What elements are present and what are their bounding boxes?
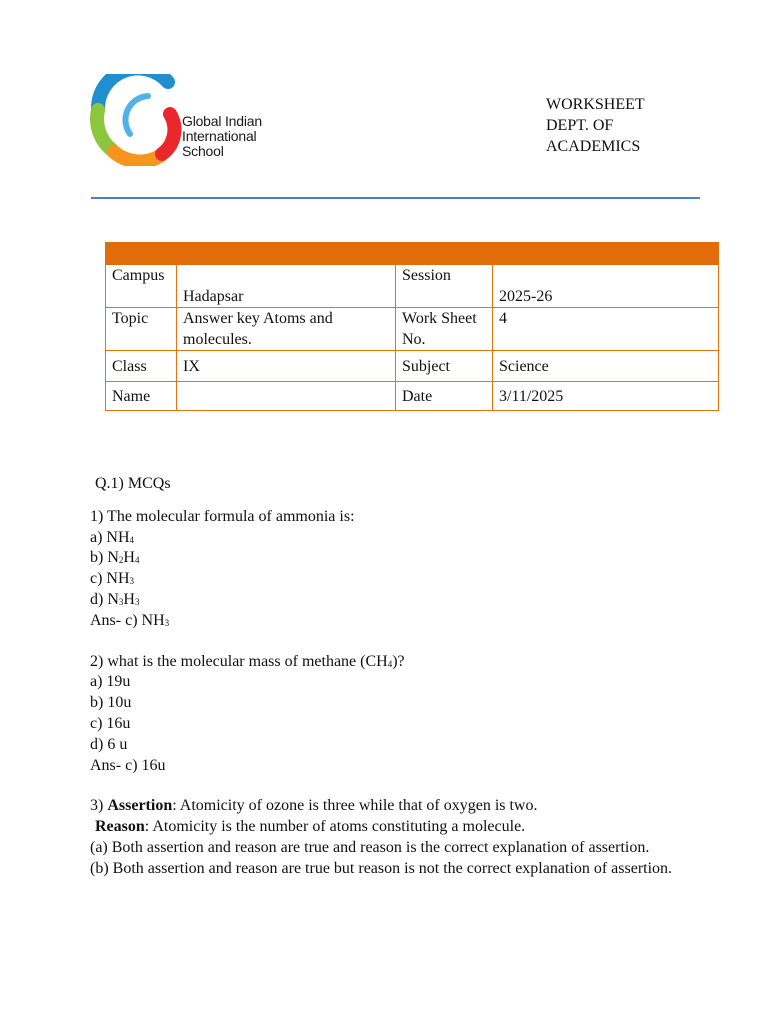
name-label: Name [106, 382, 177, 411]
option-b: b) $N_2H_4$ [90, 549, 140, 567]
department-heading [546, 94, 645, 157]
section-title: Q.1) MCQs [95, 475, 171, 492]
table-row [106, 308, 719, 351]
header-divider [91, 197, 700, 199]
worksheet-info-table [105, 242, 719, 411]
assertion-line: 3) Assertion: Atomicity of ozone is three while that of oxygen is two. [90, 797, 538, 815]
option-b: (b) Both assertion and reason are true but reason is not the correct explanation of assertion. [90, 859, 673, 877]
worksheet-label: Work Sheet No. [396, 308, 493, 351]
answer: Ans- c) 16u [90, 756, 166, 774]
question-3 [90, 796, 690, 879]
campus-value: Hadapsar [183, 288, 244, 305]
table-row [106, 351, 719, 382]
dept-line: WORKSHEET [546, 96, 645, 113]
date-value: 3/11/2025 [493, 382, 719, 411]
table-row [106, 265, 719, 308]
option-c: c) $NH_3$ [90, 570, 135, 588]
answer: Ans- c) $NH_3$ [90, 611, 170, 629]
topic-label: Topic [106, 308, 177, 351]
date-label: Date [396, 382, 493, 411]
question-text: 2) what is the molecular mass of methane $(CH_4)$? [90, 652, 405, 670]
campus-value-cell [177, 265, 396, 308]
option-a: a) 19u [90, 673, 131, 691]
session-value: 2025-26 [499, 288, 553, 305]
option-a: a) $NH_4$ [90, 528, 135, 546]
question-2 [90, 652, 690, 777]
assertion-label: Assertion [107, 797, 173, 815]
dept-line: ACADEMICS [546, 138, 641, 155]
option-b: b) 10u [90, 694, 132, 712]
class-label: Class [106, 351, 177, 382]
table-header-cell [106, 243, 719, 265]
table-header-bar [106, 243, 719, 265]
dept-line: DEPT. OF [546, 117, 614, 134]
worksheet-value: 4 [493, 308, 719, 351]
reason-label: Reason [95, 818, 145, 836]
option-d: d) $N_3H_3$ [90, 590, 140, 608]
session-value-cell [493, 265, 719, 308]
school-name [182, 114, 262, 159]
class-value: IX [177, 351, 396, 382]
question-1 [90, 507, 690, 632]
school-name-line: International [182, 128, 257, 144]
table-row [106, 382, 719, 411]
session-label: Session [396, 265, 493, 308]
question-text: 1) The molecular formula of ammonia is: [90, 507, 355, 525]
campus-label: Campus [106, 265, 177, 308]
reason-line: Reason: Atomicity is the number of atoms constituting a molecule. [95, 818, 526, 836]
option-d: d) 6 u [90, 735, 128, 753]
school-name-line: School [182, 143, 224, 159]
option-c: c) 16u [90, 714, 131, 732]
topic-value: Answer key Atoms and molecules. [177, 308, 396, 351]
subject-value: Science [493, 351, 719, 382]
subject-label: Subject [396, 351, 493, 382]
school-name-line: Global Indian [182, 113, 262, 129]
worksheet-body [90, 474, 690, 880]
name-value [177, 382, 396, 411]
option-a: (a) Both assertion and reason are true and reason is the correct explanation of assertion. [90, 838, 650, 856]
